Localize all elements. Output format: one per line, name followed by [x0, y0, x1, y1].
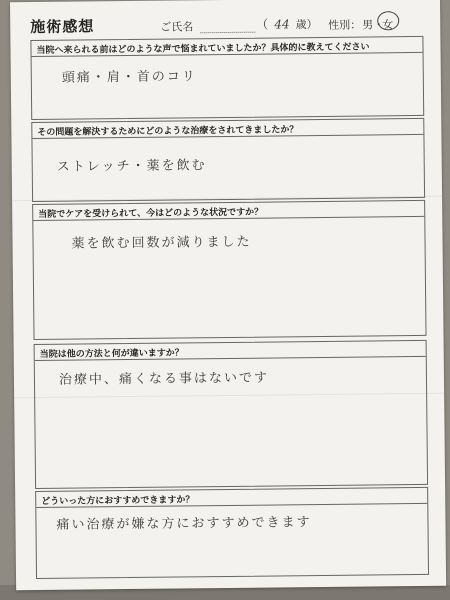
answer-1-text: 頭痛・肩・首のコリ [61, 69, 197, 86]
name-label: ご氏名 [160, 20, 194, 34]
question-1-label: 当院へ来られる前はどのような声で悩まれていましたか？具体的に教えてください [31, 37, 422, 57]
question-section-4 [34, 340, 428, 489]
answer-2-text: ストレッチ・薬を飲む [56, 158, 207, 175]
age-open-paren: （ [256, 17, 269, 32]
question-2-label: その問題を解決するためにどのような治療をされてきましたか？ [32, 119, 423, 139]
answer-5-text: 痛い治療が嫌な方におすすめできます [56, 515, 312, 533]
sex-option-male: 男 [362, 18, 374, 32]
question-3-label: 当院でケアを受けられて、今はどのような状況ですか？ [33, 201, 424, 221]
survey-sheet [10, 0, 446, 590]
selected-sex-circle [377, 11, 399, 30]
question-5-label: どういった方におすすめできますか？ [36, 488, 427, 508]
age-field [256, 15, 317, 33]
sex-option-female: 女 [382, 18, 394, 32]
age-unit: 歳） [295, 18, 318, 32]
question-4-label: 当院は他の方法と何が違いますか？ [35, 341, 426, 361]
question-section-2 [31, 118, 425, 202]
sex-label: 性別： [328, 18, 362, 32]
name-field [200, 32, 255, 34]
form-header [30, 10, 425, 38]
answer-4-text: 治療中、痛くなる事はないです [58, 370, 270, 388]
form-title: 施術感想 [30, 17, 95, 37]
sex-separator: ・ [373, 18, 385, 32]
answer-3-text: 薬を飲む回数が減りました [71, 234, 252, 252]
age-value: 44 [274, 17, 290, 32]
question-section-5 [35, 487, 429, 579]
question-section-1 [30, 36, 424, 120]
question-section-3 [32, 200, 426, 340]
